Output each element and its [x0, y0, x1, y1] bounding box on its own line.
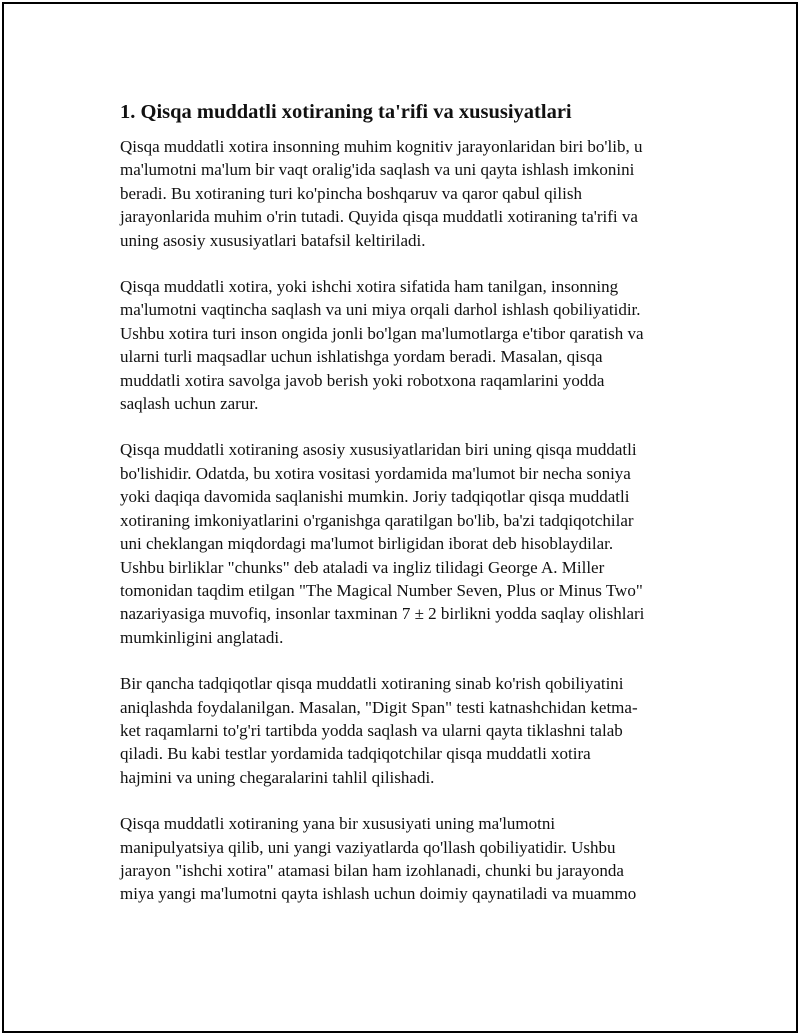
paragraph-line: muddatli xotira savolga javob berish yoki robotxona raqamlarini yodda [120, 370, 605, 390]
page-border [2, 2, 798, 1033]
paragraph-line: Qisqa muddatli xotira, yoki ishchi xotira sifatida ham tanilgan, insonning [120, 277, 619, 297]
paragraph-1 [120, 135, 698, 252]
paragraph-line: bo'lishidir. Odatda, bu xotira vositasi yordamida ma'lumot bir necha soniya [120, 463, 631, 483]
paragraph-line: Ushbu xotira turi inson ongida jonli bo'lgan ma'lumotlarga e'tibor qaratish va [120, 323, 644, 343]
paragraph-line: nazariyasiga muvofiq, insonlar taxminan 7 ± 2 birlikni yodda saqlay olishlari [120, 604, 645, 624]
paragraph-line: miya yangi ma'lumotni qayta ishlash uchun doimiy qaynatiladi va muammo [120, 884, 637, 904]
paragraph-line: Qisqa muddatli xotiraning yana bir xususiyati uning ma'lumotni [120, 814, 556, 834]
paragraph-line: qiladi. Bu kabi testlar yordamida tadqiqotchilar qisqa muddatli xotira [120, 744, 591, 764]
paragraph-line: ularni turli maqsadlar uchun ishlatishga yordam beradi. Masalan, qisqa [120, 347, 603, 367]
paragraph-line: Bir qancha tadqiqotlar qisqa muddatli xotiraning sinab ko'rish qobiliyatini [120, 674, 624, 694]
paragraph-line: uning asosiy xususiyatlari batafsil keltiriladi. [120, 230, 426, 250]
paragraph-5 [120, 812, 698, 906]
paragraph-line: ket raqamlarni to'g'ri tartibda yodda saqlash va ularni qayta tiklashni talab [120, 720, 623, 740]
paragraph-line: ma'lumotni vaqtincha saqlash va uni miya orqali darhol ishlash qobiliyatidir. [120, 300, 641, 320]
paragraph-line: uni cheklangan miqdordagi ma'lumot birligidan iborat deb hisoblaydilar. [120, 534, 614, 554]
paragraph-line: yoki daqiqa davomida saqlanishi mumkin. Joriy tadqiqotlar qisqa muddatli [120, 487, 630, 507]
section-heading: 1. Qisqa muddatli xotiraning ta'rifi va xususiyatlari [120, 101, 572, 123]
paragraph-3 [120, 438, 698, 649]
paragraph-line: tomonidan taqdim etilgan "The Magical Number Seven, Plus or Minus Two" [120, 580, 643, 600]
document-body [120, 98, 698, 929]
paragraph-4 [120, 672, 698, 789]
paragraph-line: mumkinligini anglatadi. [120, 627, 284, 647]
paragraph-line: saqlash uchun zarur. [120, 394, 259, 414]
paragraph-line: manipulyatsiya qilib, uni yangi vaziyatlarda qo'llash qobiliyatidir. Ushbu [120, 837, 616, 857]
paragraph-line: aniqlashda foydalanilgan. Masalan, "Digit Span" testi katnashchidan ketma- [120, 697, 638, 717]
paragraph-line: jarayonlarida muhim o'rin tutadi. Quyida qisqa muddatli xotiraning ta'rifi va [120, 207, 638, 227]
paragraph-line: ma'lumotni ma'lum bir vaqt oralig'ida saqlash va uni qayta ishlash imkonini [120, 160, 635, 180]
paragraph-line: jarayon "ishchi xotira" atamasi bilan ham izohlanadi, chunki bu jarayonda [120, 860, 624, 880]
paragraph-line: Ushbu birliklar "chunks" deb ataladi va ingliz tilidagi George A. Miller [120, 557, 605, 577]
paragraph-2 [120, 275, 698, 415]
paragraphs-container [120, 135, 698, 906]
paragraph-line: beradi. Bu xotiraning turi ko'pincha boshqaruv va qaror qabul qilish [120, 183, 582, 203]
paragraph-line: xotiraning imkoniyatlarini o'rganishga qaratilgan bo'lib, ba'zi tadqiqotchilar [120, 510, 634, 530]
paragraph-line: hajmini va uning chegaralarini tahlil qilishadi. [120, 767, 435, 787]
paragraph-line: Qisqa muddatli xotiraning asosiy xususiyatlaridan biri uning qisqa muddatli [120, 440, 637, 460]
paragraph-line: Qisqa muddatli xotira insonning muhim kognitiv jarayonlaridan biri bo'lib, u [120, 137, 643, 156]
